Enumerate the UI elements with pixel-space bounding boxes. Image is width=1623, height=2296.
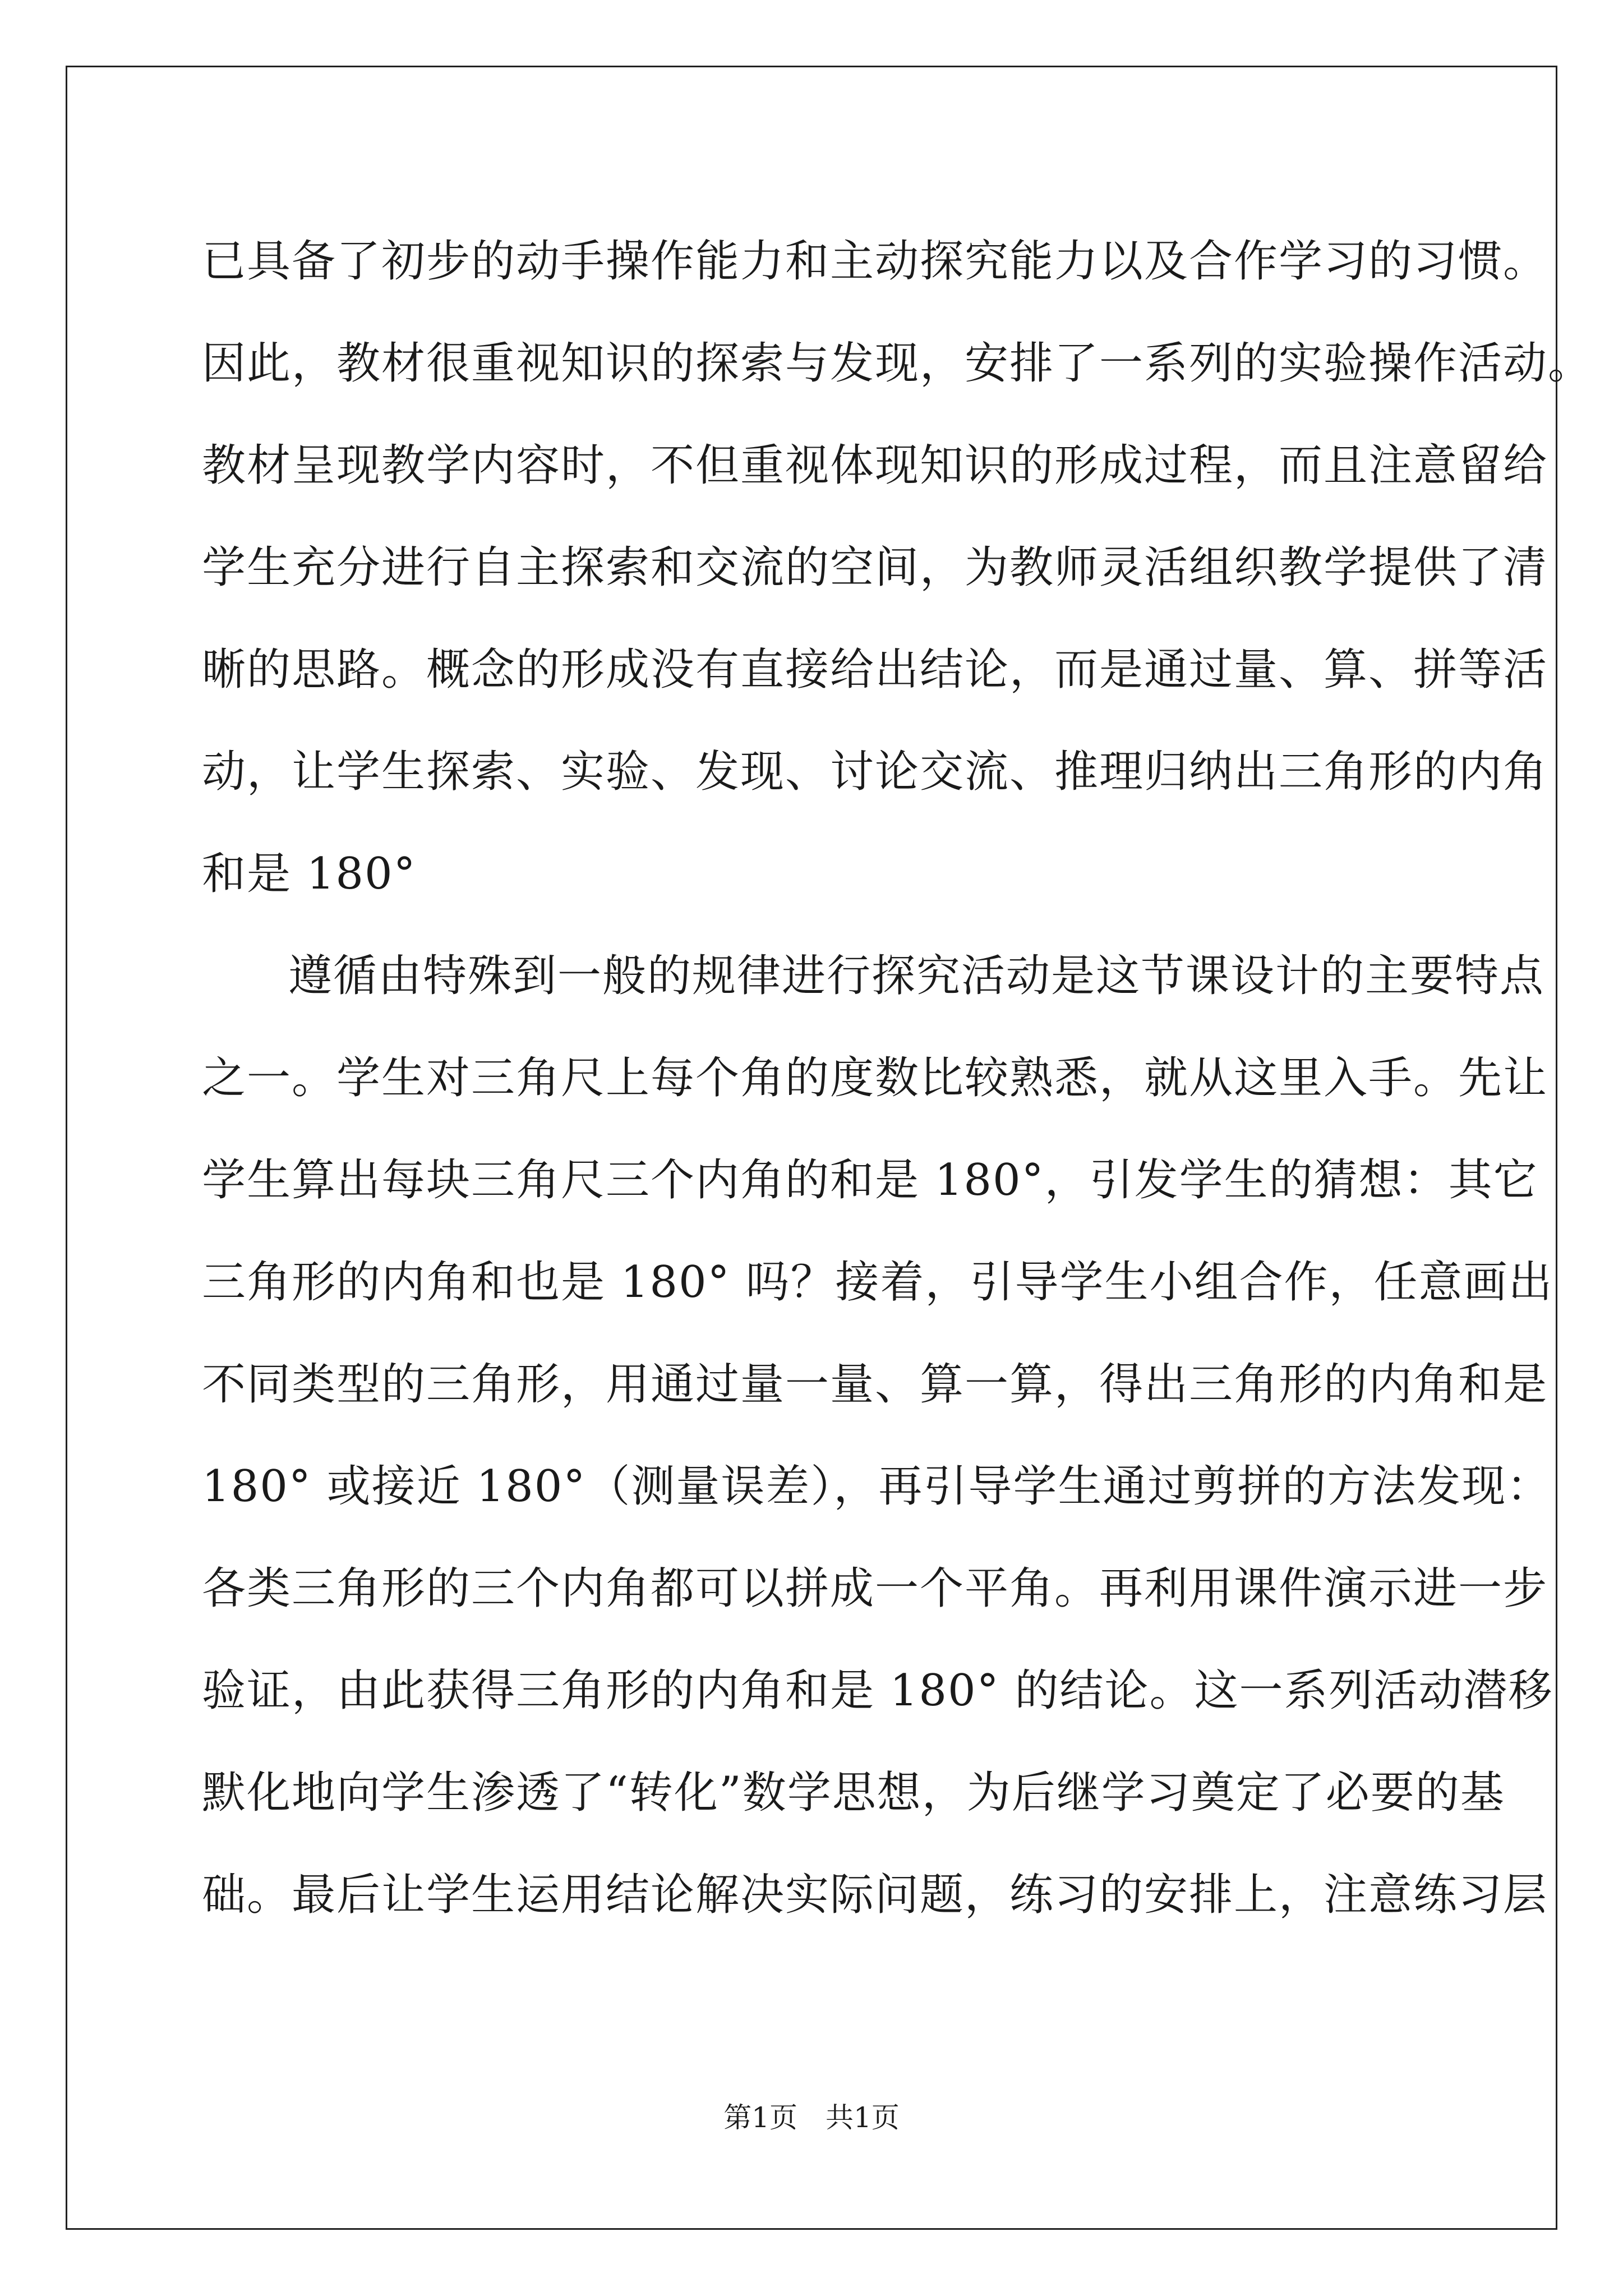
text-line: 和是 180° [202, 849, 417, 899]
text-line: 学生充分进行自主探索和交流的空间，为教师灵活组织教学提供了清 [202, 542, 1548, 593]
text-line: 教材呈现教学内容时，不但重视体现知识的形成过程，而且注意留给 [202, 440, 1548, 491]
page-number: 第1页 [723, 2101, 797, 2134]
paragraph-1 [202, 210, 1593, 925]
text-line: 因此，教材很重视知识的探索与发现，安排了一系列的实验操作活动。 [202, 338, 1593, 389]
text-line: 动，让学生探索、实验、发现、讨论交流、推理归纳出三角形的内角 [202, 747, 1548, 797]
text-line: 晰的思路。概念的形成没有直接给出结论，而是通过量、算、拼等活 [202, 645, 1548, 695]
text-line: 三角形的内角和也是 180° 吗？接着，引导学生小组合作，任意画出 [202, 1257, 1553, 1308]
text-line: 之一。学生对三角尺上每个角的度数比较熟悉，就从这里入手。先让 [202, 1053, 1548, 1103]
document-body [202, 210, 1593, 1946]
paragraph-2 [202, 925, 1553, 1946]
text-line: 不同类型的三角形，用通过量一量、算一算，得出三角形的内角和是 [202, 1359, 1548, 1410]
text-line: 础。最后让学生运用结论解决实际问题，练习的安排上，注意练习层 [202, 1870, 1548, 1920]
page-footer [0, 2101, 1623, 2134]
text-line: 已具备了初步的动手操作能力和主动探究能力以及合作学习的习惯。 [202, 236, 1548, 287]
page-total: 共1页 [826, 2101, 900, 2134]
text-line: 各类三角形的三个内角都可以拼成一个平角。再利用课件演示进一步 [202, 1563, 1548, 1614]
text-line: 验证，由此获得三角形的内角和是 180° 的结论。这一系列活动潜移 [202, 1665, 1553, 1716]
text-line: 180° 或接近 180°（测量误差），再引导学生通过剪拼的方法发现： [202, 1461, 1552, 1512]
text-line: 学生算出每块三角尺三个内角的和是 180°，引发学生的猜想：其它 [202, 1155, 1538, 1205]
text-line: 遵循由特殊到一般的规律进行探究活动是这节课设计的主要特点 [288, 951, 1545, 1001]
text-line: 默化地向学生渗透了“转化”数学思想，为后继学习奠定了必要的基 [202, 1768, 1505, 1818]
